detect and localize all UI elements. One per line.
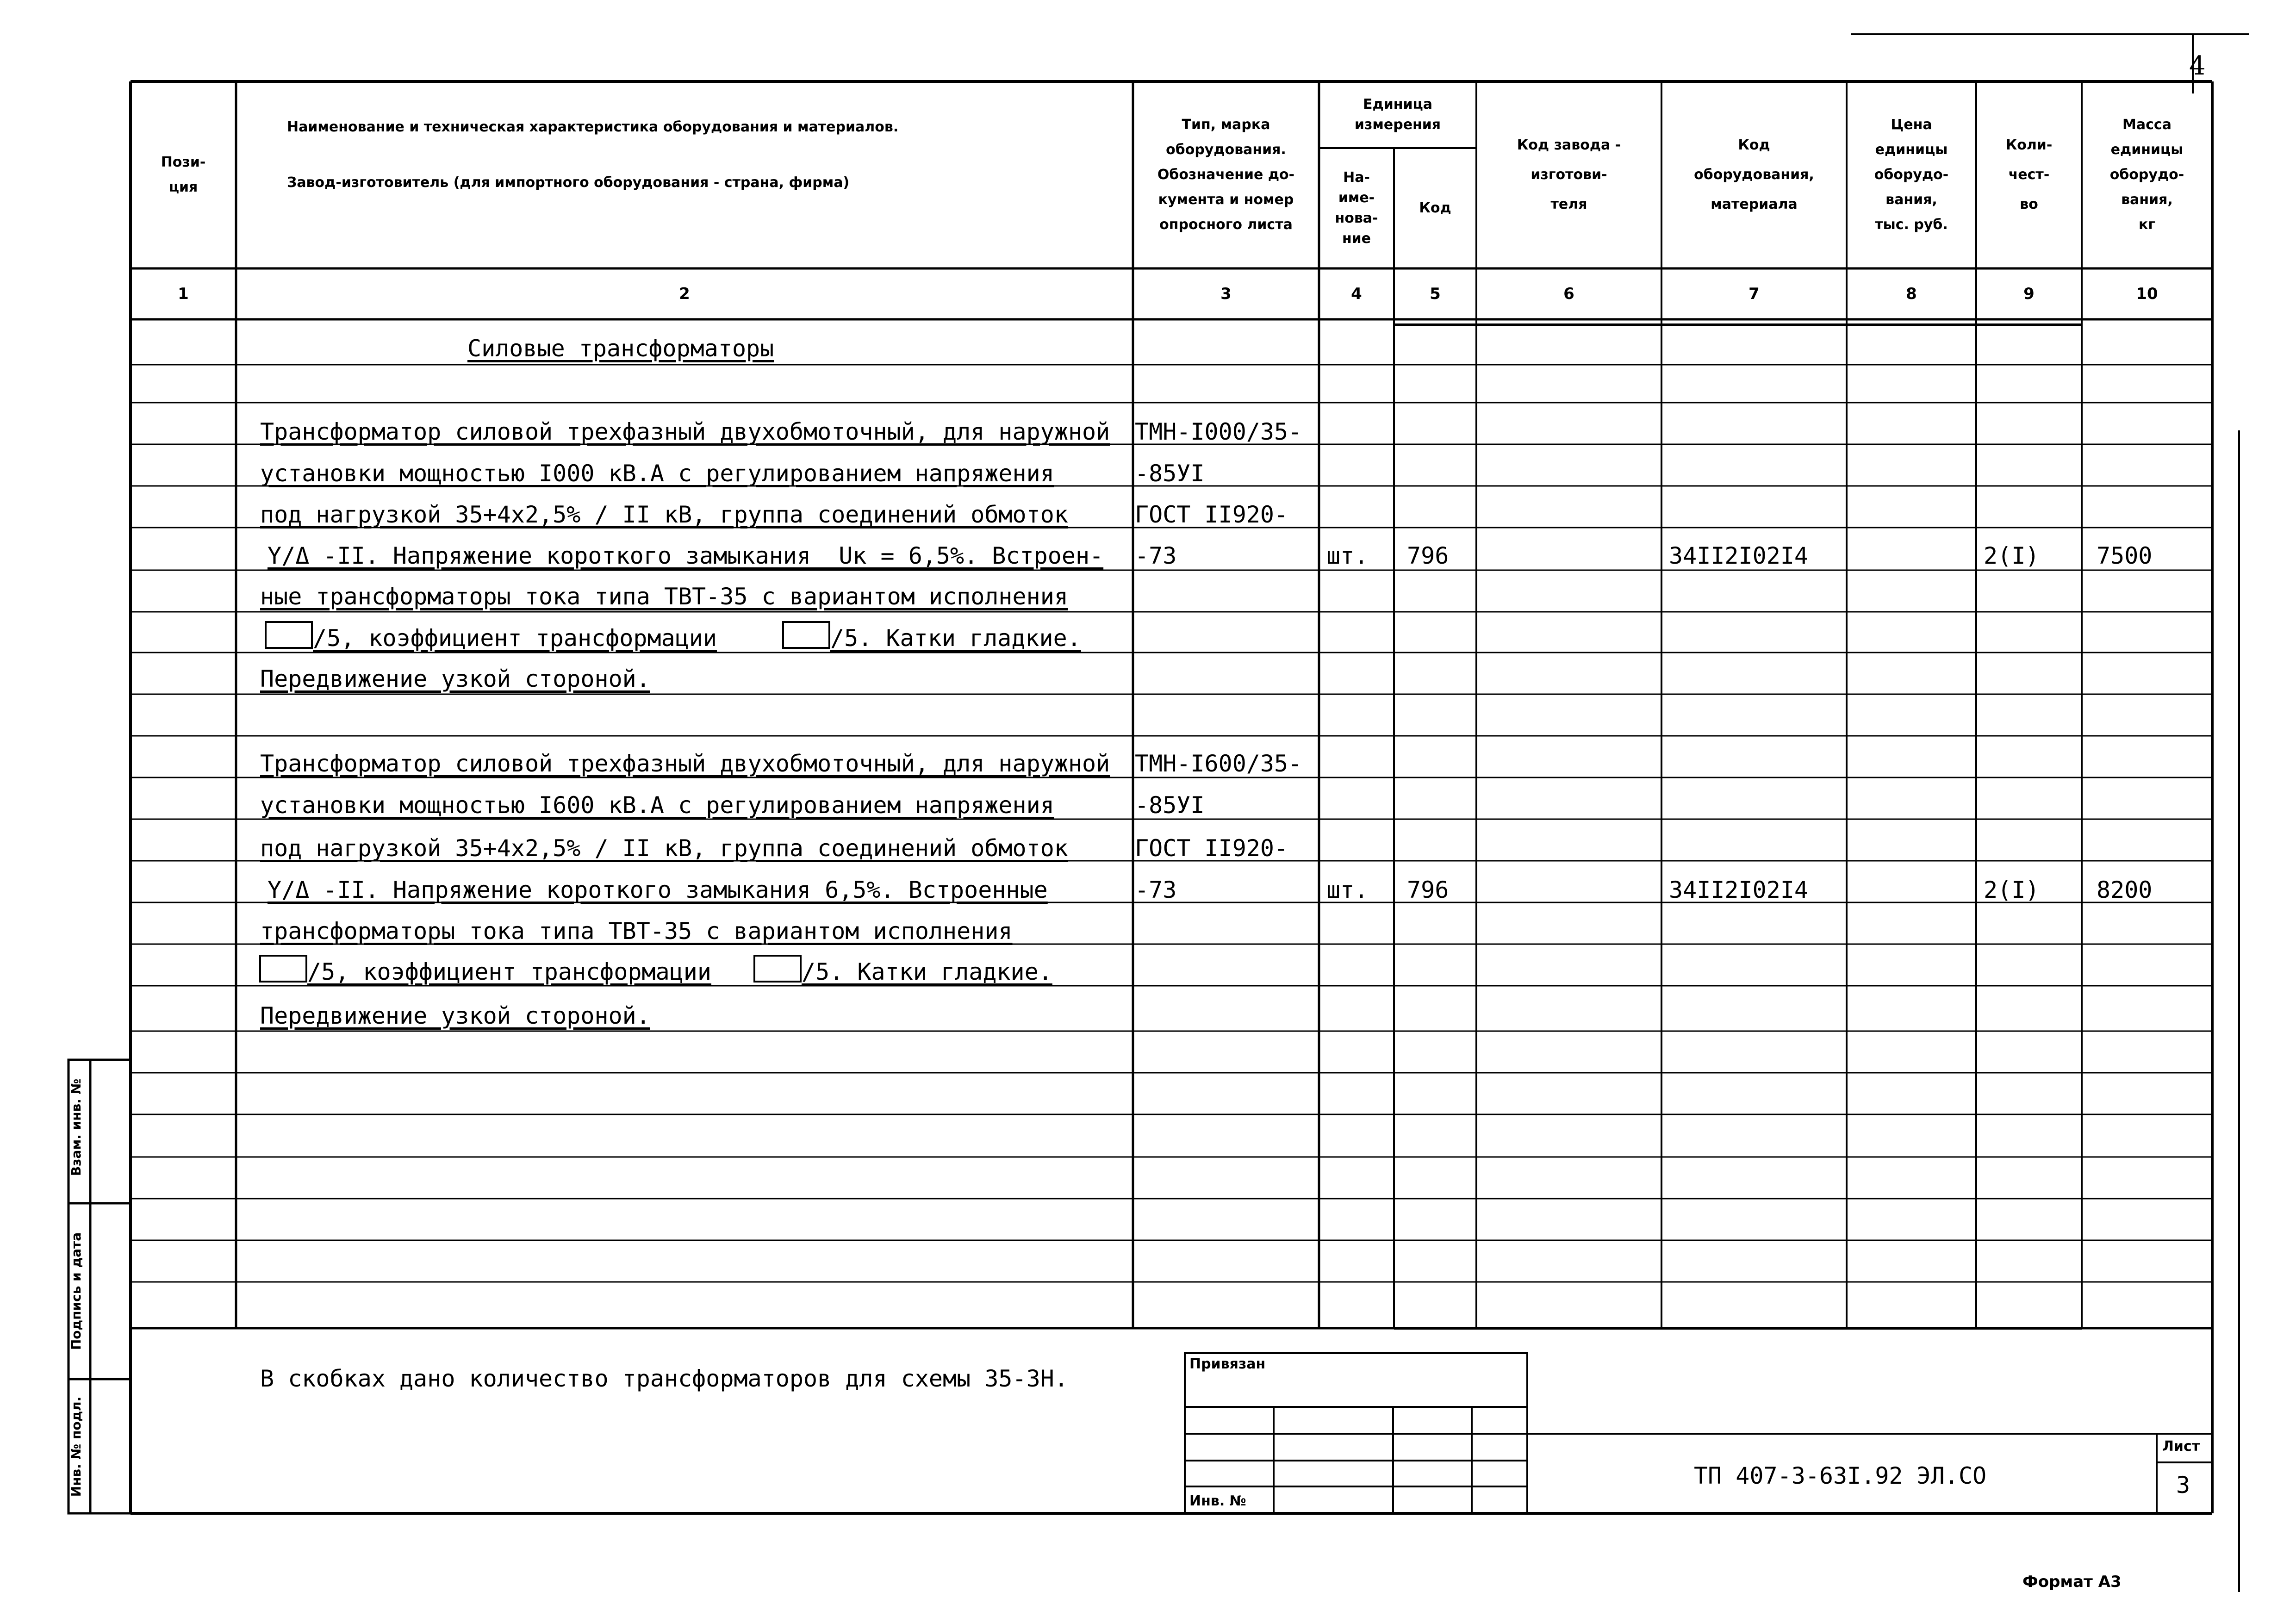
header-position: Пози- ция	[161, 154, 206, 195]
header-equipment-code: Код оборудования, материала	[1694, 137, 1814, 212]
column-number: 6	[1563, 285, 1574, 303]
blank-box-icon	[265, 621, 313, 649]
item1-type-line: ТМН-I000/35-	[1135, 418, 1302, 445]
item2-type-line: -85УI	[1135, 792, 1205, 819]
item1-quantity: 2(I)	[1984, 542, 2040, 569]
item1-type-line: ГОСТ II920-	[1135, 501, 1288, 528]
stamp-inv-label: Инв. №	[1189, 1493, 1246, 1509]
header-mass: Масса единицы оборудо- вания, кг	[2109, 117, 2184, 233]
item1-unit-name: шт.	[1326, 542, 1369, 569]
item2-desc-line: Трансформатор силовой трехфазный двухобмоточный, для наружной	[260, 750, 1110, 777]
stamp-sheet-label: Лист	[2162, 1438, 2200, 1455]
header-name-line2: Завод-изготовитель (для импортного оборудования - страна, фирма)	[287, 174, 850, 191]
item2-unit-name: шт.	[1326, 877, 1369, 903]
stamp-sheet-number: 3	[2176, 1472, 2190, 1499]
header-quantity: Коли- чест- во	[2005, 137, 2053, 212]
item2-desc-line: установки мощностью I600 кВ.А с регулированием напряжения	[260, 792, 1054, 819]
item2-type-line: ТМН-I600/35-	[1135, 750, 1302, 777]
stamp-bound-label: Привязан	[1189, 1356, 1266, 1372]
item1-desc-line: Y/Δ -II. Напряжение короткого замыкания Uк = 6,5%. Встроен-	[268, 542, 1104, 569]
item2-desc-line: трансформаторы тока типа ТВТ-35 с вариантом исполнения	[260, 918, 1013, 945]
header-unit-code: Код	[1419, 200, 1451, 216]
item2-desc-line: под нагрузкой 35+4x2,5% / II кВ, группа соединений обмоток	[260, 835, 1068, 862]
item1-equipment-code: 34II2I02I4	[1669, 542, 1809, 569]
item2-type-line: ГОСТ II920-	[1135, 835, 1288, 862]
item2-unit-code: 796	[1407, 877, 1449, 903]
item1-desc-line: Передвижение узкой стороной.	[260, 665, 650, 692]
column-number: 5	[1430, 285, 1441, 303]
column-number: 4	[1351, 285, 1362, 303]
item2-rollers-line: /5. Катки гладкие.	[753, 955, 1052, 983]
item1-desc-line: ные трансформаторы тока типа ТВТ-35 с вариантом исполнения	[260, 583, 1068, 610]
header-unit-name: На- име- нова- ние	[1335, 169, 1378, 247]
blank-box-icon	[259, 955, 307, 983]
item1-desc-line: Трансформатор силовой трехфазный двухобмоточный, для наружной	[260, 418, 1110, 445]
item2-desc-line: Y/Δ -II. Напряжение короткого замыкания 6,5%. Встроенные	[268, 877, 1048, 903]
header-type: Тип, марка оборудования. Обозначение до- кумента и номер опросного листа	[1157, 117, 1295, 233]
blank-box-icon	[782, 621, 830, 649]
item2-ratio-line: /5, коэффициент трансформации	[259, 955, 711, 983]
corner-sheet-number: 4	[2189, 51, 2206, 81]
header-manufacturer-code: Код завода - изготови- теля	[1517, 137, 1621, 212]
column-number: 2	[679, 285, 690, 303]
section-title: Силовые трансформаторы	[467, 335, 774, 362]
item1-type-line: -73	[1135, 542, 1177, 569]
item2-quantity: 2(I)	[1984, 877, 2040, 903]
column-number: 9	[2023, 285, 2035, 303]
item1-ratio-line: /5, коэффициент трансформации	[265, 621, 717, 650]
column-number: 8	[1906, 285, 1917, 303]
item1-rollers-line: /5. Катки гладкие.	[782, 621, 1081, 650]
item2-desc-line: Передвижение узкой стороной.	[260, 1002, 650, 1029]
item1-desc-line: установки мощностью I000 кВ.А с регулированием напряжения	[260, 460, 1054, 487]
item1-desc-line: под нагрузкой 35+4x2,5% / II кВ, группа соединений обмоток	[260, 501, 1068, 528]
side-label-podpis: Подпись и дата	[68, 1232, 84, 1350]
item2-type-line: -73	[1135, 877, 1177, 903]
item1-mass: 7500	[2097, 542, 2153, 569]
document-code: ТП 407-3-63I.92 ЭЛ.СО	[1694, 1462, 1987, 1489]
column-number: 3	[1220, 285, 1232, 303]
footnote: В скобках дано количество трансформаторов для схемы 35-3Н.	[260, 1365, 1068, 1392]
blank-box-icon	[753, 955, 802, 983]
column-number: 7	[1748, 285, 1760, 303]
side-label-inv-podl: Инв. № подл.	[68, 1396, 84, 1497]
item1-unit-code: 796	[1407, 542, 1449, 569]
format-label: Формат А3	[2022, 1573, 2122, 1591]
column-number: 10	[2136, 285, 2158, 303]
item2-equipment-code: 34II2I02I4	[1669, 877, 1809, 903]
column-number: 1	[178, 285, 189, 303]
item2-mass: 8200	[2097, 877, 2153, 903]
item1-type-line: -85УI	[1135, 460, 1205, 487]
header-name-line1: Наименование и техническая характеристика оборудования и материалов.	[287, 119, 899, 135]
header-unit-group: Единица измерения	[1354, 96, 1441, 133]
header-price: Цена единицы оборудо- вания, тыс. руб.	[1874, 117, 1949, 233]
side-label-vzam: Взам. инв. №	[68, 1078, 84, 1176]
